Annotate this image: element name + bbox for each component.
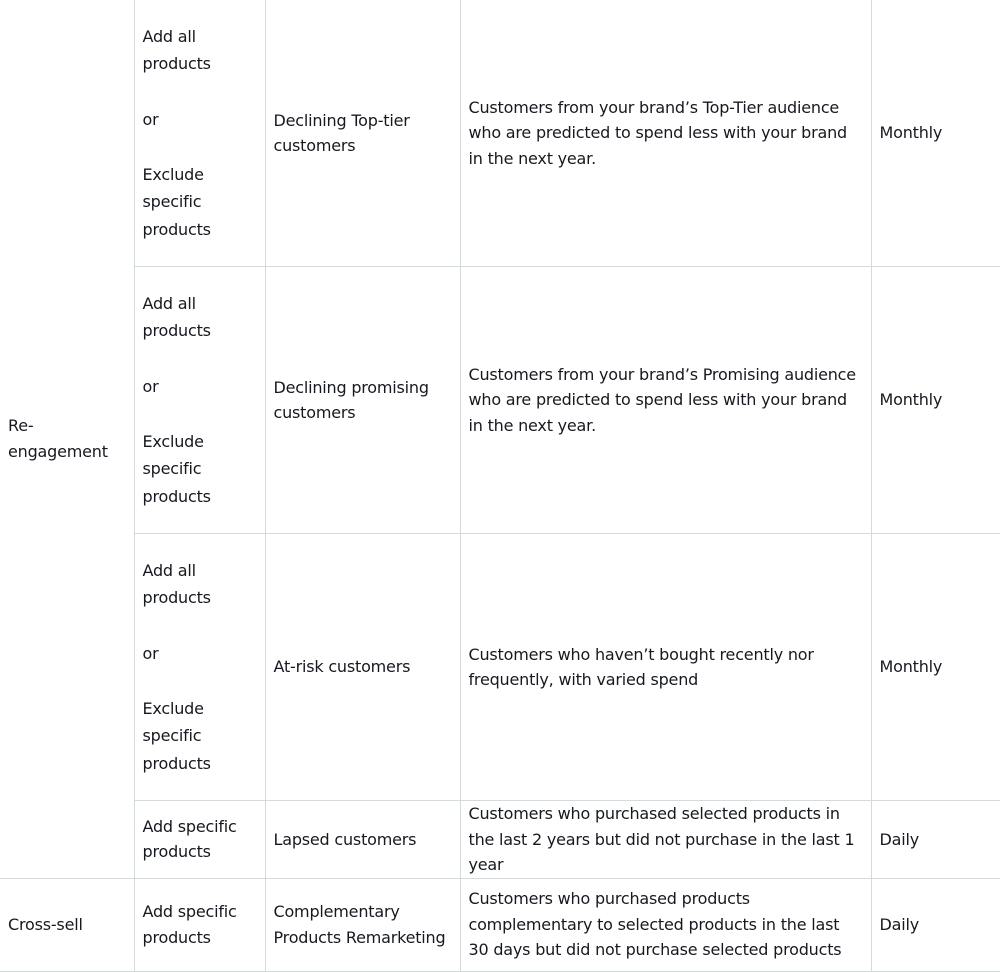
product-options-cell (134, 0, 265, 267)
audience-name: Complementary Products Remarketing (273, 902, 446, 947)
product-option-add-all: Add all products (142, 27, 211, 74)
frequency-cell (871, 0, 1000, 267)
audience-description: Customers from your brand’s Promising audience who are predicted to spend less with your brand in the next year. (468, 364, 856, 435)
frequency-cell (871, 878, 1000, 971)
product-option-or: or (142, 109, 159, 129)
product-option-or: or (142, 376, 159, 396)
audience-cell (265, 878, 460, 971)
audience-name: At-risk customers (273, 657, 411, 677)
refresh-frequency: Daily (879, 829, 919, 849)
table-row (0, 0, 1000, 267)
table-row (0, 534, 1000, 801)
category-cell-re-engagement (0, 0, 134, 878)
audience-name: Declining promising customers (273, 377, 429, 422)
description-cell (460, 878, 871, 971)
product-option-or: or (142, 643, 159, 663)
refresh-frequency: Monthly (879, 657, 943, 677)
product-option-add-all: Add all products (142, 561, 211, 608)
refresh-frequency: Monthly (879, 390, 943, 410)
audience-cell (265, 534, 460, 801)
product-option-exclude-specific: Exclude specific products (142, 432, 211, 506)
description-cell (460, 534, 871, 801)
frequency-cell (871, 801, 1000, 879)
frequency-cell (871, 534, 1000, 801)
audience-cell (265, 801, 460, 879)
product-options-cell (134, 534, 265, 801)
category-cell-cross-sell (0, 878, 134, 971)
product-option-add-specific: Add specific products (142, 902, 237, 947)
table-row (0, 801, 1000, 879)
category-label: Cross-sell (8, 914, 83, 934)
audience-description: Customers from your brand’s Top-Tier audience who are predicted to spend less with your brand in the next year. (468, 97, 847, 168)
product-option-add-all: Add all products (142, 294, 211, 341)
audience-description: Customers who purchased products complementary to selected products in the last 30 days but did not purchase selected products (468, 889, 842, 960)
refresh-frequency: Monthly (879, 123, 943, 143)
description-cell (460, 801, 871, 879)
product-options-cell (134, 267, 265, 534)
audience-cell (265, 267, 460, 534)
description-cell (460, 267, 871, 534)
product-option-exclude-specific: Exclude specific products (142, 699, 211, 773)
product-option-exclude-specific: Exclude specific products (142, 165, 211, 239)
category-label: Re-engagement (8, 416, 108, 461)
audience-description: Customers who purchased selected products in the last 2 years but did not purchase in the last 1 year (468, 804, 855, 874)
audience-name: Declining Top-tier customers (273, 110, 410, 155)
table-row (0, 267, 1000, 534)
description-cell (460, 0, 871, 267)
audience-cell (265, 0, 460, 267)
product-options-cell (134, 801, 265, 879)
refresh-frequency: Daily (879, 914, 919, 934)
product-options-cell (134, 878, 265, 971)
table-row (0, 878, 1000, 971)
audience-description: Customers who haven’t bought recently nor frequently, with varied spend (468, 644, 814, 689)
audience-name: Lapsed customers (273, 829, 417, 849)
frequency-cell (871, 267, 1000, 534)
product-option-add-specific: Add specific products (142, 816, 237, 862)
